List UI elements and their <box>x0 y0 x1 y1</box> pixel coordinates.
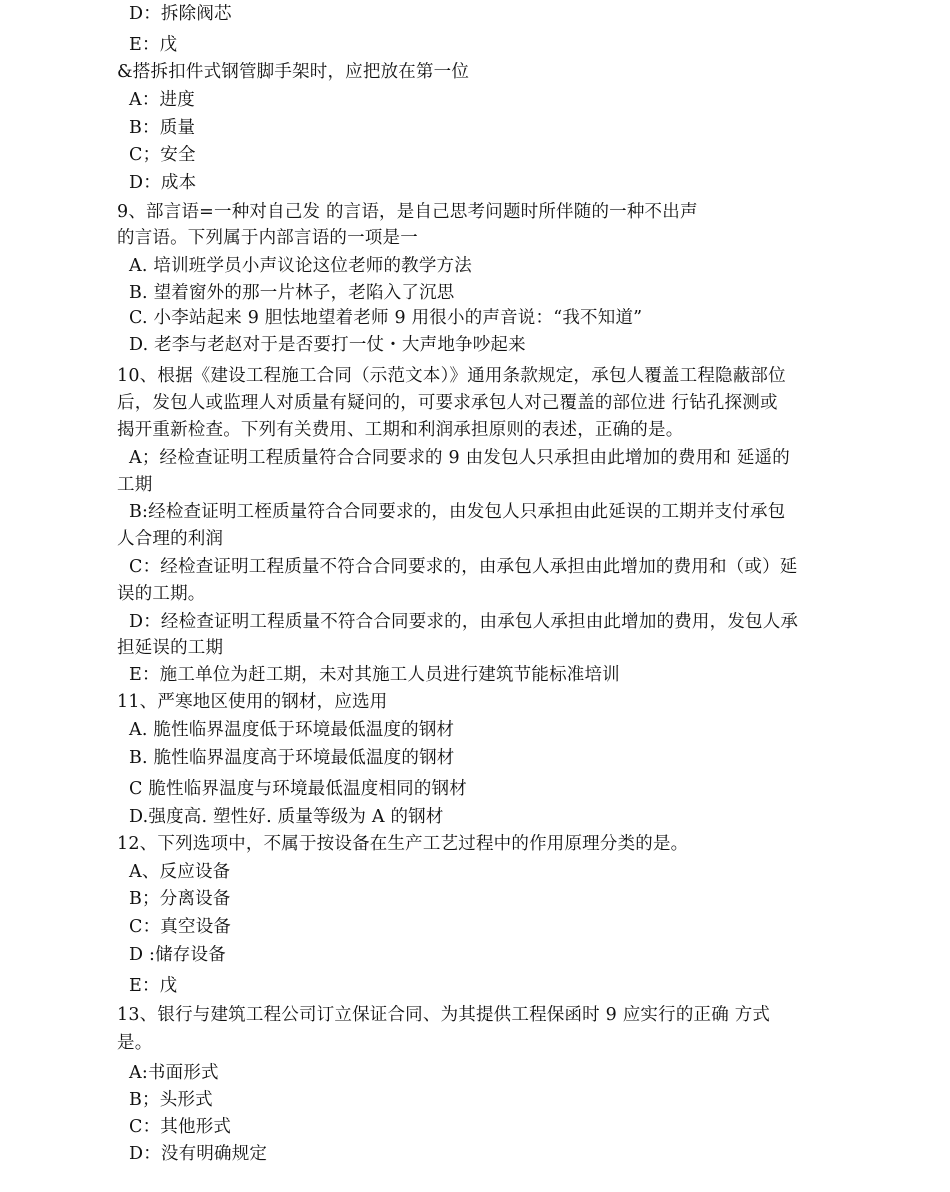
question-text-line: 10、根据《建设工程施工合同（示范文本）》通用条款规定，承包人覆盖工程隐蔽部位 <box>117 366 786 386</box>
answer-option-line: D：没有明确规定 <box>129 1144 268 1164</box>
question-text-line: &搭拆扣件式钢管脚手架时，应把放在第一位 <box>117 62 470 82</box>
answer-option-line: B：质量 <box>129 118 196 138</box>
question-text-line: 9、部言语=一种对自己发 的言语，是自己思考问题时所伴随的一种不出声 <box>117 202 698 222</box>
answer-option-line: C 脆性临界温度与环境最低温度相同的钢材 <box>129 779 467 799</box>
answer-option-line: C. 小李站起来 9 胆怯地望着老师 9 用很小的声音说：“我不知道” <box>129 308 643 328</box>
question-text-line: 11、严寒地区使用的钢材，应选用 <box>117 692 388 712</box>
answer-option-line: D：拆除阀芯 <box>129 4 232 24</box>
answer-option-line: D.强度高. 塑性好. 质量等级为 A 的钢材 <box>129 807 444 827</box>
question-text-line: 揭开重新检查。下列有关费用、工期和利润承担原则的表述，正确的是。 <box>117 420 684 440</box>
question-text-line: 后，发包人或监理人对质量有疑问的，可要求承包人对己覆盖的部位进 行钻孔探测或 <box>117 393 778 413</box>
answer-option-line: D. 老李与老赵对于是否要打一仗・大声地争吵起来 <box>129 335 526 355</box>
answer-option-line: A. 脆性临界温度低于环境最低温度的钢材 <box>129 720 455 740</box>
answer-option-line: A、反应设备 <box>129 862 231 882</box>
answer-option-line: C：真空设备 <box>129 917 232 937</box>
answer-option-line: E：戊 <box>129 976 178 996</box>
question-text-line: 12、下列选项中，不属于按设备在生产工艺过程中的作用原理分类的是。 <box>117 834 689 854</box>
question-text-line: 担延误的工期 <box>117 638 224 658</box>
question-text-line: 的言语。下列属于内部言语的一项是一 <box>117 228 418 248</box>
answer-option-line: D：成本 <box>129 173 197 193</box>
answer-option-line: A；经检查证明工程质量符合合同要求的 9 由发包人只承担由此增加的费用和 延遥的 <box>129 448 790 468</box>
question-text-line: 人合理的利润 <box>117 529 224 549</box>
question-text-line: 是。 <box>117 1033 153 1053</box>
answer-option-line: C：经检查证明工程质量不符合合同要求的，由承包人承担由此增加的费用和（或）延 <box>129 557 798 577</box>
answer-option-line: B；分离设备 <box>129 889 231 909</box>
question-text-line: 13、银行与建筑工程公司订立保证合同、为其提供工程保函时 9 应实行的正确 方式 <box>117 1005 771 1025</box>
answer-option-line: E：戊 <box>129 35 178 55</box>
answer-option-line: D :储存设备 <box>129 945 226 965</box>
answer-option-line: A：进度 <box>129 90 195 110</box>
answer-option-line: B. 脆性临界温度高于环境最低温度的钢材 <box>129 748 455 768</box>
answer-option-line: B. 望着窗外的那一片林子，老陷入了沉思 <box>129 283 455 303</box>
answer-option-line: B；头形式 <box>129 1090 213 1110</box>
answer-option-line: C；安全 <box>129 145 196 165</box>
question-text-line: 误的工期。 <box>117 584 206 604</box>
answer-option-line: A:书面形式 <box>129 1063 219 1083</box>
question-text-line: 工期 <box>117 475 153 495</box>
answer-option-line: C：其他形式 <box>129 1117 232 1137</box>
answer-option-line: A. 培训班学员小声议论这位老师的教学方法 <box>129 256 472 276</box>
answer-option-line: E：施工单位为赶工期，未对其施工人员进行建筑节能标准培训 <box>129 665 620 685</box>
answer-option-line: D：经检查证明工程质量不符合合同要求的，由承包人承担由此增加的费用，发包人承 <box>129 612 799 632</box>
answer-option-line: B:经检查证明工桎质量符合合同要求的，由发包人只承担由此延误的工期并支付承包 <box>129 502 786 522</box>
